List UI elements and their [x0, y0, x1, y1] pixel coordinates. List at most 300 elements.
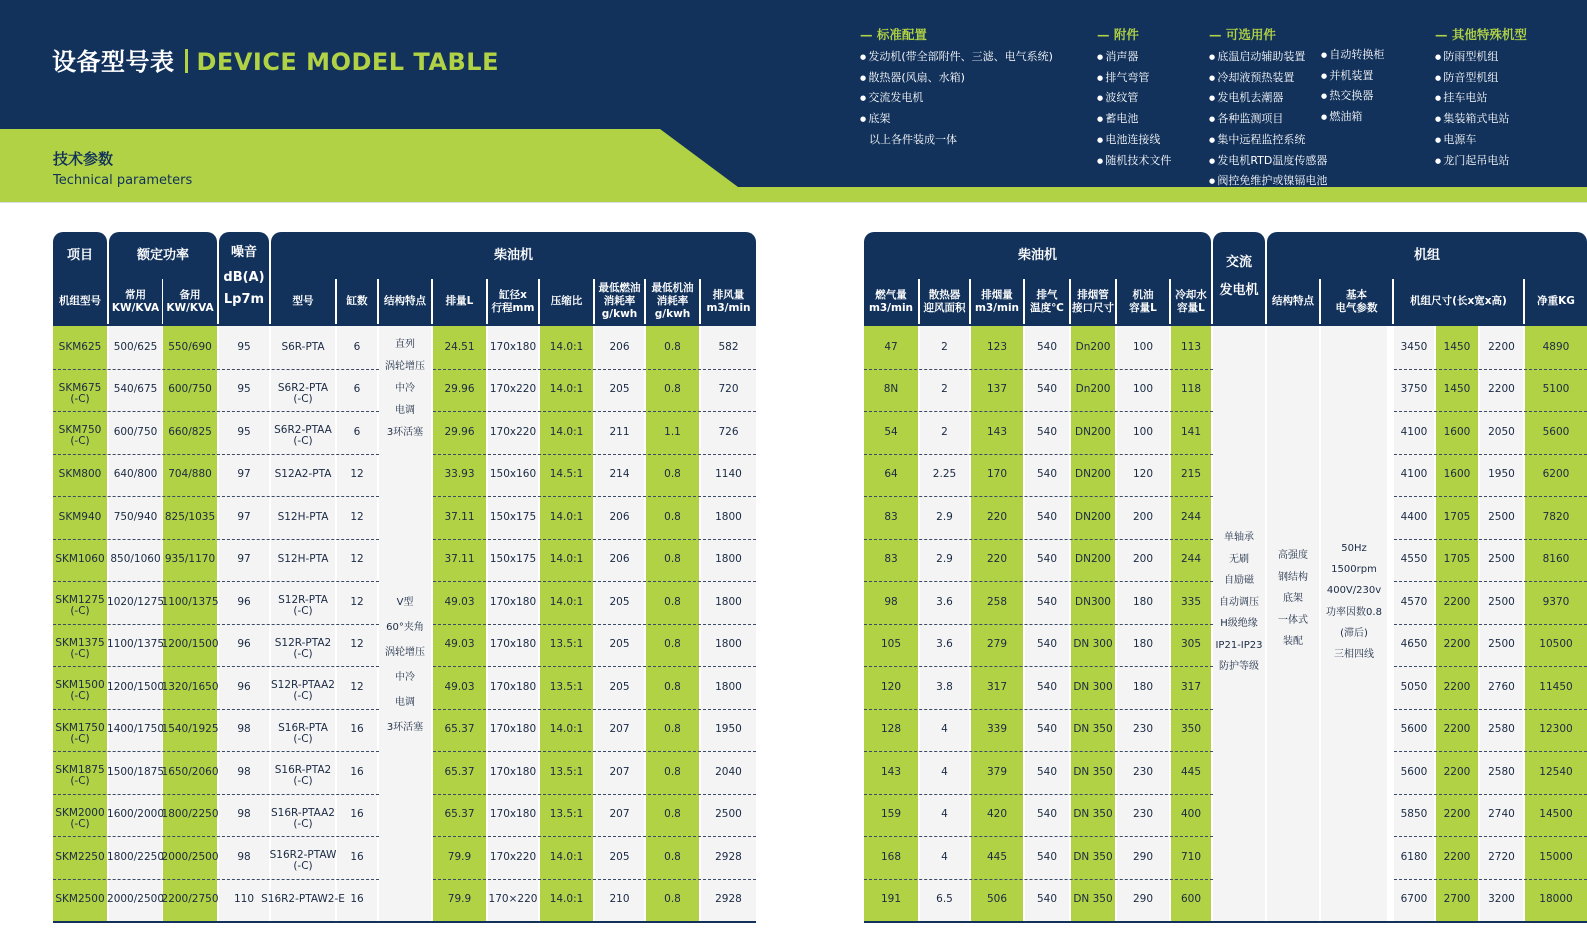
- genset-structure: [1267, 545, 1319, 653]
- table-cell: [271, 539, 335, 582]
- merge-line: 自励磁: [1224, 575, 1254, 586]
- cell-value: 2200: [1443, 595, 1471, 608]
- cell-value: 1450: [1443, 383, 1471, 396]
- table-cell: [219, 326, 269, 369]
- subheader-right: 排气 温度℃: [1025, 279, 1069, 324]
- table-cell: [219, 539, 269, 582]
- table-cell: [864, 709, 918, 752]
- table-cell: [488, 624, 538, 667]
- table-cell: [864, 794, 918, 837]
- table-cell: [971, 751, 1023, 794]
- cell-value: SKM940: [58, 510, 102, 523]
- cell-value: 65.37: [444, 808, 475, 821]
- table-cell: [646, 836, 699, 879]
- cell-value: 0.8: [664, 723, 681, 736]
- table-cell: [109, 666, 162, 709]
- table-cell: [337, 836, 377, 879]
- cell-value: 4550: [1400, 553, 1428, 566]
- table-cell: [1436, 454, 1478, 497]
- cell-value: 150x160: [489, 468, 537, 481]
- cell-value: 0.8: [664, 383, 681, 396]
- config-standard-heading: — 标准配置: [860, 27, 927, 42]
- page-title: [52, 42, 499, 77]
- cell-value: 1800/2250: [161, 808, 219, 821]
- table-cell: [337, 326, 377, 369]
- list-item: ● 集中远程监控系统: [1209, 130, 1327, 151]
- table-cell: [864, 879, 918, 922]
- table-cell: [595, 879, 644, 922]
- cell-value: 2: [941, 383, 948, 396]
- table-cell: [1525, 879, 1587, 922]
- cell-value: 6: [353, 425, 361, 438]
- table-cell: [540, 624, 593, 667]
- table-cell: [920, 709, 969, 752]
- cell-value: 3450: [1400, 340, 1428, 353]
- cell-value: 200: [1132, 553, 1154, 566]
- merge-line: H级绝缘: [1220, 618, 1258, 629]
- list-item: ● 波纹管: [1097, 88, 1171, 109]
- cell-value: 14.0:1: [549, 595, 584, 608]
- cell-value: DN200: [1075, 468, 1111, 481]
- table-cell: [271, 369, 335, 412]
- cell-value: 445: [986, 850, 1008, 863]
- cell-value: 4100: [1400, 425, 1428, 438]
- merge-line: 无刷: [1229, 553, 1249, 565]
- subheader-left: 机组型号: [53, 279, 107, 324]
- merge-line: 功率因数0.8: [1326, 606, 1382, 618]
- cell-value: 2200/2750: [161, 893, 219, 906]
- cell-value: 170x180: [489, 638, 537, 651]
- cell-value: 2500: [1488, 595, 1515, 608]
- table-cell: [1436, 496, 1478, 539]
- cell-value: 2050: [1488, 425, 1515, 438]
- table-cell: [595, 454, 644, 497]
- table-cell: [109, 539, 162, 582]
- table-cell: [433, 709, 486, 752]
- cell-value: DN 300: [1073, 638, 1113, 651]
- table-cell: [271, 751, 335, 794]
- cell-value: 0.8: [664, 638, 681, 651]
- table-cell: [1480, 496, 1523, 539]
- cell-value: 79.9: [447, 850, 472, 863]
- cell-suffix: (-C): [70, 732, 90, 745]
- cell-value: 210: [609, 893, 630, 906]
- cell-value: 170x180: [489, 808, 537, 821]
- cell-value: DN 300: [1073, 680, 1113, 693]
- cell-value: 2: [941, 425, 948, 438]
- cell-suffix: (-C): [293, 647, 313, 660]
- cell-value: DN200: [1075, 553, 1111, 566]
- table-cell: [1171, 836, 1211, 879]
- cell-value: 540: [1036, 850, 1058, 863]
- table-cell: [540, 666, 593, 709]
- table-cell: [1071, 709, 1115, 752]
- cell-value: 13.5:1: [549, 808, 584, 821]
- cell-value: SKM2250: [55, 850, 105, 863]
- table-cell: [1525, 369, 1587, 412]
- cell-value: 540/675: [113, 383, 158, 396]
- table-cell: [109, 411, 162, 454]
- subheader-left: 结构特点: [379, 279, 431, 324]
- cell-value: 170x180: [489, 765, 537, 778]
- cell-value: 0.8: [664, 595, 681, 608]
- config-accessories: [1097, 25, 1171, 171]
- subheader-left: 排量L: [433, 279, 486, 324]
- cell-value: 540: [1036, 425, 1058, 438]
- header-diesel-right: 柴油机: [864, 232, 1211, 279]
- table-cell: [920, 666, 969, 709]
- cell-value: 170x220: [489, 383, 537, 396]
- table-cell: [701, 709, 756, 752]
- cell-value: 49.03: [444, 595, 475, 608]
- cell-value: 582: [718, 340, 739, 353]
- cell-value: 1400/1750: [107, 723, 164, 736]
- table-cell: [219, 666, 269, 709]
- table-cell: [1480, 326, 1523, 369]
- cell-value: 47: [884, 340, 898, 353]
- list-item: ● 自动转换柜: [1321, 45, 1384, 66]
- structure-v: [379, 590, 431, 740]
- cell-value: 2.9: [936, 553, 953, 566]
- cell-value: 290: [1132, 850, 1154, 863]
- subheader-right: 净重KG: [1525, 279, 1587, 324]
- cell-value: SKM1375: [55, 636, 105, 649]
- table-cell: [1117, 879, 1169, 922]
- cell-value: 205: [609, 850, 630, 863]
- table-cell: [219, 454, 269, 497]
- table-cell: [271, 666, 335, 709]
- cell-value: 317: [1180, 680, 1202, 693]
- table-cell: [1394, 836, 1434, 879]
- table-cell: [1171, 411, 1211, 454]
- table-cell: [163, 454, 217, 497]
- cell-value: 10500: [1539, 638, 1573, 651]
- subheader-right: 冷却水 容量L: [1171, 279, 1211, 324]
- cell-value: 2200: [1443, 765, 1471, 778]
- subheader-right: 结构特点: [1267, 279, 1319, 324]
- table-cell: [1525, 496, 1587, 539]
- table-cell: [433, 751, 486, 794]
- merge-line: V型: [396, 597, 414, 608]
- table-cell: [1025, 369, 1069, 412]
- table-cell: [971, 879, 1023, 922]
- cell-value: 128: [880, 723, 902, 736]
- cell-value: 191: [880, 893, 902, 906]
- table-cell: [1171, 794, 1211, 837]
- table-cell: [1071, 836, 1115, 879]
- table-cell: [1025, 411, 1069, 454]
- table-cell: [1025, 836, 1069, 879]
- table-cell: [646, 496, 699, 539]
- table-cell: [488, 539, 538, 582]
- table-cell: [1525, 581, 1587, 624]
- list-item: ● 阀控免维护或镍镉电池: [1209, 171, 1327, 192]
- table-cell: [1480, 454, 1523, 497]
- cell-value: 1100/1375: [107, 638, 164, 651]
- cell-value: 1200/1500: [161, 638, 219, 651]
- cell-value: 180: [1132, 638, 1154, 651]
- cell-value: 37.11: [444, 510, 475, 523]
- cell-suffix: (-C): [70, 392, 90, 405]
- cell-value: SKM675: [58, 381, 102, 394]
- cell-value: 2700: [1443, 893, 1471, 906]
- table-cell: [1480, 581, 1523, 624]
- cell-value: 18000: [1539, 893, 1573, 906]
- cell-value: 2200: [1443, 808, 1471, 821]
- table-cell: [1025, 879, 1069, 922]
- cell-value: 279: [986, 638, 1008, 651]
- cell-value: 258: [986, 595, 1008, 608]
- cell-value: 95: [237, 425, 251, 438]
- table-cell: [1171, 326, 1211, 369]
- table-cell: [1480, 411, 1523, 454]
- cell-value: 1540/1925: [161, 723, 219, 736]
- table-cell: [1117, 751, 1169, 794]
- table-cell: [1480, 666, 1523, 709]
- table-cell: [1071, 624, 1115, 667]
- cell-value: 420: [986, 808, 1008, 821]
- table-cell: [864, 411, 918, 454]
- table-cell: [1171, 539, 1211, 582]
- cell-value: 95: [237, 383, 251, 396]
- list-item: ● 发电机RTD温度传感器: [1209, 151, 1327, 172]
- cell-value: 2200: [1443, 638, 1471, 651]
- table-cell: [701, 326, 756, 369]
- table-cell: [163, 879, 217, 922]
- cell-value: 14.0:1: [549, 553, 584, 566]
- cell-value: 15000: [1539, 850, 1573, 863]
- cell-value: 6: [353, 383, 361, 396]
- cell-value: 506: [986, 893, 1008, 906]
- cell-value: S6R2-PTAA: [274, 424, 332, 436]
- table-cell: [1071, 411, 1115, 454]
- table-cell: [488, 369, 538, 412]
- list-item: ● 燃油箱: [1321, 107, 1384, 128]
- cell-value: 168: [880, 850, 902, 863]
- merge-line: (滞后): [1340, 627, 1368, 639]
- cell-value: 1600: [1443, 425, 1471, 438]
- cell-value: 2000/2500: [161, 850, 219, 863]
- cell-value: 640/800: [113, 468, 158, 481]
- cell-value: 14.0:1: [549, 425, 584, 438]
- table-cell: [1525, 624, 1587, 667]
- table-cell: [1071, 879, 1115, 922]
- cell-value: 2720: [1488, 850, 1515, 863]
- table-cell: [1025, 794, 1069, 837]
- table-cell: [53, 879, 107, 922]
- cell-value: 4890: [1542, 340, 1570, 353]
- cell-value: 170: [986, 468, 1008, 481]
- table-cell: [646, 369, 699, 412]
- merge-line: IP21-IP23: [1215, 639, 1263, 651]
- merge-line: 1500rpm: [1331, 564, 1377, 576]
- cell-value: 16: [350, 850, 364, 863]
- cell-suffix: (-C): [293, 860, 313, 872]
- table-cell: [109, 581, 162, 624]
- table-cell: [701, 581, 756, 624]
- table-cell: [1171, 666, 1211, 709]
- table-cell: [1394, 666, 1434, 709]
- table-cell: [920, 454, 969, 497]
- table-cell: [1117, 666, 1169, 709]
- cell-suffix: (-C): [70, 605, 90, 617]
- table-cell: [1436, 581, 1478, 624]
- merge-line: 直列: [395, 339, 415, 350]
- cell-value: 2500: [1488, 553, 1515, 566]
- merge-line: 三相四线: [1334, 649, 1374, 661]
- cell-value: 4570: [1400, 595, 1428, 608]
- table-cell: [971, 794, 1023, 837]
- cell-value: 96: [237, 595, 251, 608]
- cell-value: SKM800: [58, 468, 102, 481]
- cell-value: 6.5: [936, 893, 953, 906]
- table-cell: [1525, 454, 1587, 497]
- table-cell: [864, 454, 918, 497]
- table-cell: [337, 411, 377, 454]
- cell-value: 1450: [1443, 340, 1471, 353]
- cell-value: 4: [941, 808, 948, 821]
- subheader-right: 机油 容量L: [1117, 279, 1169, 324]
- table-cell: [920, 369, 969, 412]
- table-cell: [433, 539, 486, 582]
- cell-value: 137: [986, 383, 1008, 396]
- table-cell: [595, 326, 644, 369]
- cell-value: S6R-PTA: [281, 340, 325, 353]
- cell-value: 12300: [1539, 723, 1573, 736]
- cell-value: 98: [237, 850, 251, 863]
- table-cell: [701, 496, 756, 539]
- cell-value: 1800/2250: [107, 850, 164, 863]
- cell-value: 2040: [715, 765, 742, 778]
- cell-value: 6180: [1400, 850, 1428, 863]
- merge-line: 3环活塞: [386, 427, 424, 438]
- table-cell: [1171, 581, 1211, 624]
- cell-value: S16R-PTA: [278, 721, 328, 734]
- table-cell: [1480, 751, 1523, 794]
- table-cell: [920, 496, 969, 539]
- table-cell: [1117, 326, 1169, 369]
- cell-value: 170x180: [489, 723, 537, 736]
- cell-value: 4650: [1400, 638, 1428, 651]
- cell-value: 2.9: [936, 510, 953, 523]
- list-item: ● 底温启动辅助装置: [1209, 47, 1327, 68]
- table-cell: [971, 496, 1023, 539]
- cell-value: 1500/1875: [107, 765, 164, 778]
- title-en: DEVICE MODEL TABLE: [196, 48, 499, 76]
- cell-value: 215: [1180, 468, 1202, 481]
- cell-value: 205: [609, 680, 630, 693]
- table-cell: [53, 751, 107, 794]
- cell-value: 100: [1132, 340, 1154, 353]
- table-cell: [488, 666, 538, 709]
- subheader-left: 型号: [271, 279, 335, 324]
- table-cell: [337, 496, 377, 539]
- cell-value: 230: [1132, 765, 1154, 778]
- table-cell: [337, 794, 377, 837]
- table-cell: [1480, 879, 1523, 922]
- cell-value: 5850: [1400, 808, 1428, 821]
- cell-value: 540: [1036, 595, 1058, 608]
- cell-value: DN 350: [1073, 850, 1113, 863]
- cell-suffix: (-C): [70, 775, 90, 787]
- cell-value: 96: [237, 680, 251, 693]
- table-cell: [646, 539, 699, 582]
- table-cell: [1436, 411, 1478, 454]
- cell-value: 600/750: [113, 425, 158, 438]
- subheader-left: 备用 KW/KVA: [163, 279, 217, 324]
- table-cell: [109, 369, 162, 412]
- cell-value: SKM750: [58, 424, 102, 436]
- cell-value: 83: [884, 553, 898, 566]
- cell-value: 305: [1180, 638, 1202, 651]
- cell-value: 1320/1650: [161, 680, 219, 693]
- table-cell: [1436, 794, 1478, 837]
- cell-value: 33.93: [444, 468, 475, 481]
- table-cell: [1171, 751, 1211, 794]
- table-cell: [701, 411, 756, 454]
- list-item: ● 龙门起吊电站: [1435, 151, 1527, 172]
- table-cell: [595, 539, 644, 582]
- header-diesel-left: 柴油机: [271, 232, 756, 279]
- cell-value: 100: [1132, 383, 1154, 396]
- table-cell: [864, 666, 918, 709]
- cell-value: DN 350: [1073, 765, 1113, 778]
- cell-suffix: (-C): [293, 392, 313, 405]
- cell-value: 1600: [1443, 468, 1471, 481]
- cell-value: 7820: [1542, 510, 1570, 523]
- table-cell: [488, 794, 538, 837]
- cell-value: DN300: [1075, 595, 1111, 608]
- table-cell: [163, 836, 217, 879]
- merge-line: 中冷: [395, 383, 415, 394]
- table-cell: [1525, 539, 1587, 582]
- table-cell: [163, 411, 217, 454]
- table-cell: [540, 539, 593, 582]
- table-cell: [488, 879, 538, 922]
- table-cell: [337, 454, 377, 497]
- table-cell: [271, 496, 335, 539]
- cell-value: 0.8: [664, 893, 681, 906]
- cell-value: 2928: [715, 893, 742, 906]
- subheader-right: 基本 电气参数: [1321, 279, 1392, 324]
- table-cell: [53, 411, 107, 454]
- table-cell: [920, 751, 969, 794]
- cell-value: 8160: [1542, 553, 1570, 566]
- cell-value: 16: [350, 808, 364, 821]
- cell-value: 1800: [715, 680, 742, 693]
- list-item: ● 排气弯管: [1097, 68, 1171, 89]
- cell-value: 143: [986, 425, 1008, 438]
- cell-value: SKM2500: [55, 893, 105, 906]
- table-cell: [1525, 709, 1587, 752]
- cell-suffix: (-C): [293, 732, 313, 745]
- table-cell: [920, 836, 969, 879]
- cell-value: 3.6: [936, 638, 953, 651]
- cell-value: 540: [1036, 893, 1058, 906]
- table-cell: [1025, 454, 1069, 497]
- merge-line: 底架: [1283, 593, 1303, 604]
- table-cell: [1171, 624, 1211, 667]
- cell-value: 12: [350, 638, 364, 651]
- merge-line: 电调: [395, 405, 415, 416]
- cell-value: 540: [1036, 638, 1058, 651]
- cell-value: 120: [1132, 468, 1154, 481]
- table-cell: [920, 411, 969, 454]
- table-cell: [163, 794, 217, 837]
- table-cell: [1071, 794, 1115, 837]
- table-cell: [109, 326, 162, 369]
- cell-value: 120: [880, 680, 902, 693]
